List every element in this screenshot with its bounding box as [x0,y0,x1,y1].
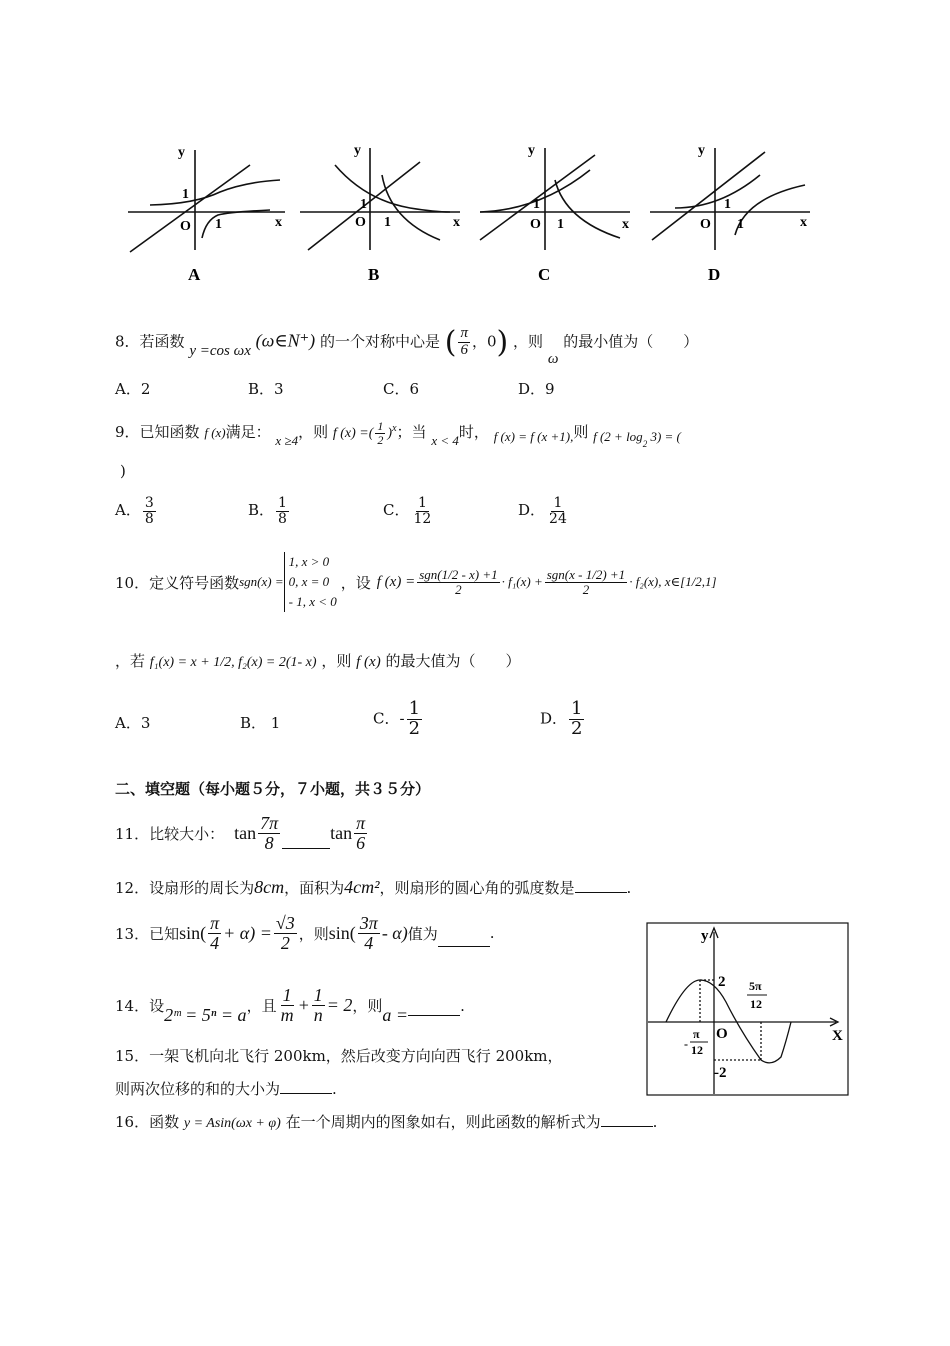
q11-text: 11．比较大小： [115,824,225,843]
graph-a-y: y [178,145,185,160]
q8-text3: 的最小值为（ ） [563,332,699,351]
q9-eq2: f (x) = f (x +1), [493,429,574,445]
sine-p2-num: 5π [749,979,762,993]
graph-b-x: x [453,215,460,230]
q9-eq3: f (2 + log [593,429,643,445]
q10-fx: f (x) = [376,573,416,590]
q10-f2: · f₂(x), x∈[1/2,1] [629,574,717,589]
q13-s2: sin( [328,922,356,943]
graphs-abcd [120,140,820,285]
sine-o-label: O [716,1026,728,1042]
q9-opt-b: B． $\frac{1}{8}$ [248,495,287,527]
graph-d-one-x: 1 [737,217,744,232]
q9-half: $\frac{1}{2}$ [377,419,384,447]
q10-case-2: 0, x = 0 [288,574,330,589]
graph-b-label: B [368,265,380,284]
q13-frac1: $\frac{\pi}{4}$ [210,913,220,953]
q10-f1def: f₁(x) = x + 1/2, f₂(x) = 2(1- x) [149,655,317,670]
q8-opt-a: A．2 [115,380,151,398]
q16-text1: 16．函数 [115,1113,180,1131]
sine-x-label: X [832,1028,843,1044]
q12-text1: 12．设扇形的周长为 [115,879,255,897]
graph-c-x: x [622,217,629,232]
sine-graph [646,922,849,1096]
q10-case-1: 1, x > 0 [288,554,330,569]
q9-fx: f (x) [204,425,226,441]
q14-eq: = 2 [326,995,353,1015]
q9-eq1b: ) [387,426,393,442]
q16-expr: y = Asin(ωx + φ) [183,1116,281,1131]
q9-cond2: x < 4 [431,433,459,449]
q9-text5: 时， [458,423,489,442]
graph-d-label: D [708,265,721,284]
sine-p2-den: 12 [750,997,762,1011]
q8-opt-d: D．9 [518,380,555,398]
q13-frac2: $\frac{√3}{2}$ [275,913,295,953]
q11-frac1: $\frac{7\pi}{8}$ [260,813,279,853]
graph-a [128,150,285,252]
q14-frac1: $\frac{1}{m}$ [280,985,294,1025]
q13-s2b: - α) [381,922,408,943]
q10-fx2: f (x) [356,654,381,670]
sine-two-label: 2 [718,974,726,990]
q13-text1: 13．已知 [115,924,180,943]
q13-end: . [489,924,495,943]
q14-a: a = [382,1005,409,1025]
q12-blank[interactable] [575,878,627,893]
q8-frac: $\frac{\pi}{6}$ [460,325,468,358]
graph-b-one-x: 1 [384,215,391,230]
graph-d-x: x [800,215,807,230]
q10-line2c: 的最大值为（ ） [385,652,521,670]
graph-c-label: C [538,265,551,284]
sine-p1-den: 12 [691,1043,703,1057]
q10-opt-b: B． 1 [240,714,281,732]
graph-a-label: A [188,265,201,284]
q12-line [115,877,631,898]
q10-line2 [115,650,521,671]
graph-a-x: x [275,215,282,230]
graph-d-o: O [700,217,711,232]
q8-num: 8．若函数 [115,332,185,351]
q12-text2: ，面积为 [284,879,345,897]
q9-text6: 则 [573,423,589,442]
q16-blank[interactable] [601,1112,653,1127]
q10-cases [284,552,337,612]
q16-line [115,1111,657,1132]
q8-cond: (ω∈N⁺) [255,330,316,351]
q10-line2a: ，若 [115,652,146,670]
q12-v1: 8cm [254,877,285,897]
q10-line2b: ，则 [321,652,352,670]
q10-text2: ，设 [340,573,371,592]
q13-text3: 值为 [407,924,438,943]
q14-plus: + [297,995,310,1015]
q9-tail: ) [120,462,126,480]
q10-sgn: sgn(x) = [239,574,284,589]
q11-tan1: tan [234,822,257,843]
q10-frac1: $\frac{\text{sgn(1/2 - x) +1}}{2}$ [419,566,498,597]
q15-blank[interactable] [280,1079,332,1094]
graph-d-one: 1 [724,197,731,212]
q13-blank[interactable] [438,932,490,947]
q8-center: ( [444,325,457,360]
q15-end: . [332,1080,337,1098]
q9-text3: ，则 [298,423,329,442]
q10-text1: 10．定义符号函数 [115,573,240,592]
q11-line [115,814,369,853]
graph-c [480,148,630,250]
q13-frac3: $\frac{3\pi}{4}$ [359,913,378,953]
graph-a-o: O [180,219,191,234]
q15-line1: 15．一架飞机向北飞行 200km，然后改变方向向西飞行 200km， [115,1047,563,1065]
q10-f1: · f₁(x) + [501,574,543,589]
q11-tan2: tan [330,822,353,843]
q14-text2: ，且 [246,997,277,1015]
graph-d-y: y [698,143,705,158]
q9-opt-d: D． $\frac{1}{24}$ [518,495,567,527]
graph-c-one-x: 1 [557,217,564,232]
graph-a-one: 1 [182,187,189,202]
q14-text1: 14．设 [115,997,165,1015]
q13-s1b: + α) = [223,922,272,943]
q12-end: . [626,879,632,897]
q8-opt-c: C．6 [383,380,420,398]
q9-text4: ；当 [396,423,427,442]
q9-eq3b: 3) = ( [647,429,681,445]
sine-p1-pre: - [684,1037,688,1051]
q14-text3: ，则 [352,997,383,1015]
sine-y-label: y [701,928,709,944]
q10-opt-a: A．3 [115,714,151,732]
q9-line [115,419,681,450]
q8-text2: ，则 [513,332,544,351]
q14-frac2: $\frac{1}{n}$ [313,985,323,1025]
q9-text1: 9．已知函数 [115,423,200,442]
graph-c-o: O [530,217,541,232]
q14-end: . [460,996,465,1015]
q8-zero-value: 0 [487,332,497,351]
q9-text2: 满足： [225,423,271,442]
q13-line [115,914,495,953]
q14-blank[interactable] [408,1001,460,1016]
q10-frac2: $\frac{\text{sgn(x - 1/2) +1}}{2}$ [546,566,626,597]
q8-opt-b: B．3 [248,380,284,398]
q14-e1: 2ᵐ = 5ⁿ = a [164,1005,247,1025]
q16-end: . [652,1113,658,1131]
q12-v2: 4cm² [344,877,380,897]
q11-frac2: $\frac{\pi}{6}$ [356,813,366,853]
q8-zero: ， [471,332,487,351]
sine-p1-num: π [693,1027,700,1041]
q10-line [115,552,717,612]
q9-opt-c: C． $\frac{1}{12}$ [383,495,432,527]
graph-b [300,148,460,250]
q9-opt-a: A． $\frac{3}{8}$ [115,495,154,527]
section-2-title: 二、填空题（每小题５分，７小题，共３５分） [115,780,431,798]
graph-a-one-x: 1 [215,217,222,232]
q8-expr: y =cos ωx [189,342,251,359]
q9-sub2: 2 [642,439,648,450]
q12-text3: ，则扇形的圆心角的弧度数是 [379,879,575,897]
q15-line2 [115,1078,337,1099]
q13-s1: sin( [179,922,207,943]
graph-c-y: y [528,143,535,158]
q10-opt-c: C．- $\frac{1}{2}$ [373,698,421,739]
graph-b-y: y [354,143,361,158]
graph-b-o: O [355,215,366,230]
q10-opt-d: D． $\frac{1}{2}$ [540,698,583,739]
q14-line [115,985,465,1026]
q8-omega: ω [547,350,559,367]
q9-cond1: x ≥4 [275,433,299,449]
q10-case-3: - 1, x < 0 [288,594,337,609]
q8-line: 8．若函数 y =cos ωx (ω∈N⁺) 的一个对称中心是 ( $\frac{\pi}{6}$ ，0) ，则 ω 的最小值为（ ） [115,325,699,367]
q15-line2-text: 则两次位移的和的大小为 [115,1080,281,1098]
sine-neg-two-label: -2 [714,1065,727,1081]
q13-text2: ，则 [298,924,329,943]
q9-sup: x [392,423,397,435]
graph-c-one: 1 [533,197,540,212]
q16-text2: 在一个周期内的图象如右，则此函数的解析式为 [285,1113,601,1131]
q11-blank[interactable] [282,834,330,849]
q9-eq1: f (x) =( [332,426,374,442]
graph-b-one: 1 [360,197,367,212]
q8-text1: 的一个对称中心是 [319,332,440,351]
